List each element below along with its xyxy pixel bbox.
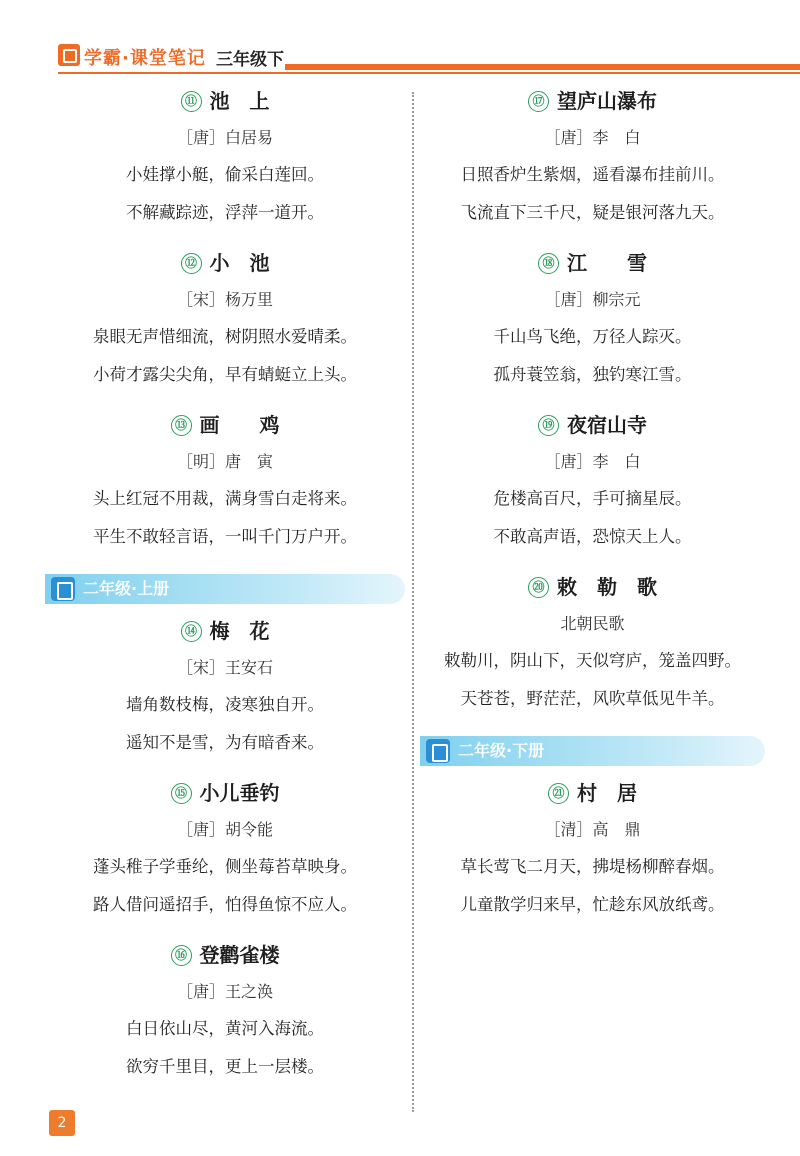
poem-author: ［唐］王之涣: [176, 982, 273, 1001]
poem: [420, 568, 765, 730]
poem-title-text: 小儿垂钓: [199, 781, 280, 805]
poem-list-bottom: [45, 612, 405, 1098]
poem-author: ［明］唐 寅: [176, 452, 273, 471]
poem-line: 危楼高百尺，手可摘星辰。: [493, 489, 692, 508]
book-icon: [51, 577, 75, 601]
poem: [45, 936, 405, 1098]
poem-title-text: 夜宿山寺: [567, 413, 647, 437]
poem-title: [45, 244, 405, 282]
poem: [420, 244, 765, 406]
poem-spacer: [45, 556, 405, 568]
poem-number: ⑰: [528, 91, 549, 112]
poem-spacer: [45, 924, 405, 936]
poem-title: [420, 82, 765, 120]
poem-line: 路人借问遥招手，怕得鱼惊不应人。: [93, 895, 357, 914]
poem-title-text: 村 居: [577, 781, 637, 805]
poem-spacer: [420, 394, 765, 406]
poem-line: 蓬头稚子学垂纶，侧坐莓苔草映身。: [93, 857, 357, 876]
poem-line: 平生不敢轻言语，一叫千门万户开。: [93, 527, 357, 546]
poem-spacer: [420, 924, 765, 936]
poem-author: ［唐］胡令能: [176, 820, 273, 839]
poem-title: [420, 406, 765, 444]
poem-title: [45, 774, 405, 812]
poem-title-text: 登鹳雀楼: [199, 943, 280, 967]
poem-title-text: 小 池: [209, 251, 270, 275]
poem: [45, 406, 405, 568]
book-icon: [426, 739, 450, 763]
poem: [420, 774, 765, 936]
left-column: [45, 82, 405, 1098]
header-rule-thick: [285, 64, 800, 70]
poem-number: ⑳: [528, 577, 549, 598]
poem-spacer: [420, 718, 765, 730]
poem-line: 遥知不是雪，为有暗香来。: [126, 733, 324, 752]
poem: [45, 244, 405, 406]
poem-number: ⑪: [181, 91, 202, 112]
poem-line: 欲穷千里目，更上一层楼。: [126, 1057, 324, 1076]
poem-spacer: [45, 762, 405, 774]
poem-author: ［唐］白居易: [176, 128, 273, 147]
poem-spacer: [45, 1086, 405, 1098]
poem-list-bottom: [420, 774, 765, 936]
poem-list-top: [420, 82, 765, 730]
poem-title: [45, 82, 405, 120]
section-header-grade2-vol2: [420, 736, 765, 766]
poem-line: 飞流直下三千尺，疑是银河落九天。: [460, 203, 725, 222]
page-header: [0, 0, 800, 78]
poem-title-text: 望庐山瀑布: [557, 89, 657, 113]
poem-spacer: [420, 232, 765, 244]
poem-author: 北朝民歌: [560, 614, 625, 633]
poem-spacer: [45, 394, 405, 406]
poem-line: 泉眼无声惜细流，树阴照水爱晴柔。: [93, 327, 357, 346]
poem-spacer: [420, 556, 765, 568]
grade-label: 三年级下: [216, 50, 284, 70]
poem-title: [420, 568, 765, 606]
poem-number: ㉑: [548, 783, 569, 804]
poem-line: 不敢高声语，恐惊天上人。: [493, 527, 692, 546]
poem-title: [420, 244, 765, 282]
poem-author: ［唐］李 白: [544, 452, 641, 471]
poem-number: ⑭: [181, 621, 202, 642]
poem-title: [45, 936, 405, 974]
poem-title: [45, 406, 405, 444]
poem-title-text: 画 鸡: [199, 413, 280, 437]
poem-line: 千山鸟飞绝，万径人踪灭。: [493, 327, 692, 346]
poem-line: 孤舟蓑笠翁，独钓寒江雪。: [493, 365, 692, 384]
poem-line: 小荷才露尖尖角，早有蜻蜓立上头。: [93, 365, 357, 384]
poem: [420, 82, 765, 244]
poem-number: ⑱: [538, 253, 559, 274]
poem-title-text: 梅 花: [209, 619, 270, 643]
poem-line: 头上红冠不用裁，满身雪白走将来。: [93, 489, 357, 508]
poem-author: ［清］高 鼎: [544, 820, 641, 839]
poem-title-text: 敕 勒 歌: [557, 575, 657, 599]
poem-number: ⑮: [171, 783, 192, 804]
poem-title: [420, 774, 765, 812]
section-label: 二年级·上册: [83, 579, 170, 598]
poem-list-top: [45, 82, 405, 568]
poem-line: 墙角数枝梅，凌寒独自开。: [126, 695, 324, 714]
poem-author: ［唐］李 白: [544, 128, 641, 147]
poem-title-text: 池 上: [209, 89, 270, 113]
poem-author: ［宋］杨万里: [176, 290, 273, 309]
poem-number: ⑬: [171, 415, 192, 436]
poem-line: 白日依山尽，黄河入海流。: [126, 1019, 324, 1038]
notebook-logo-icon: [58, 44, 80, 66]
poem-line: 草长莺飞二月天，拂堤杨柳醉春烟。: [460, 857, 725, 876]
section-header-grade2-vol1: [45, 574, 405, 604]
poem-title-text: 江 雪: [567, 251, 647, 275]
header-rule-thin: [58, 72, 800, 74]
poem-line: 天苍苍，野茫茫，风吹草低见牛羊。: [460, 689, 725, 708]
column-divider: [412, 92, 414, 1112]
section-label: 二年级·下册: [458, 741, 545, 760]
poem-author: ［宋］王安石: [176, 658, 273, 677]
poem-number: ⑲: [538, 415, 559, 436]
poem-title: [45, 612, 405, 650]
poem-line: 日照香炉生紫烟，遥看瀑布挂前川。: [460, 165, 725, 184]
poem: [45, 774, 405, 936]
poem-author: ［唐］柳宗元: [544, 290, 641, 309]
poem: [45, 82, 405, 244]
poem: [420, 406, 765, 568]
poem-line: 敕勒川，阴山下，天似穹庐，笼盖四野。: [444, 651, 741, 670]
poem-line: 儿童散学归来早，忙趁东风放纸鸢。: [460, 895, 725, 914]
poem-number: ⑫: [181, 253, 202, 274]
poem-line: 小娃撑小艇，偷采白莲回。: [126, 165, 324, 184]
poem: [45, 612, 405, 774]
poem-line: 不解藏踪迹，浮萍一道开。: [126, 203, 324, 222]
poem-number: ⑯: [171, 945, 192, 966]
page-number: 2: [49, 1110, 75, 1136]
poem-spacer: [45, 232, 405, 244]
brand-title: 学霸·课堂笔记: [84, 48, 206, 69]
right-column: [420, 82, 765, 936]
